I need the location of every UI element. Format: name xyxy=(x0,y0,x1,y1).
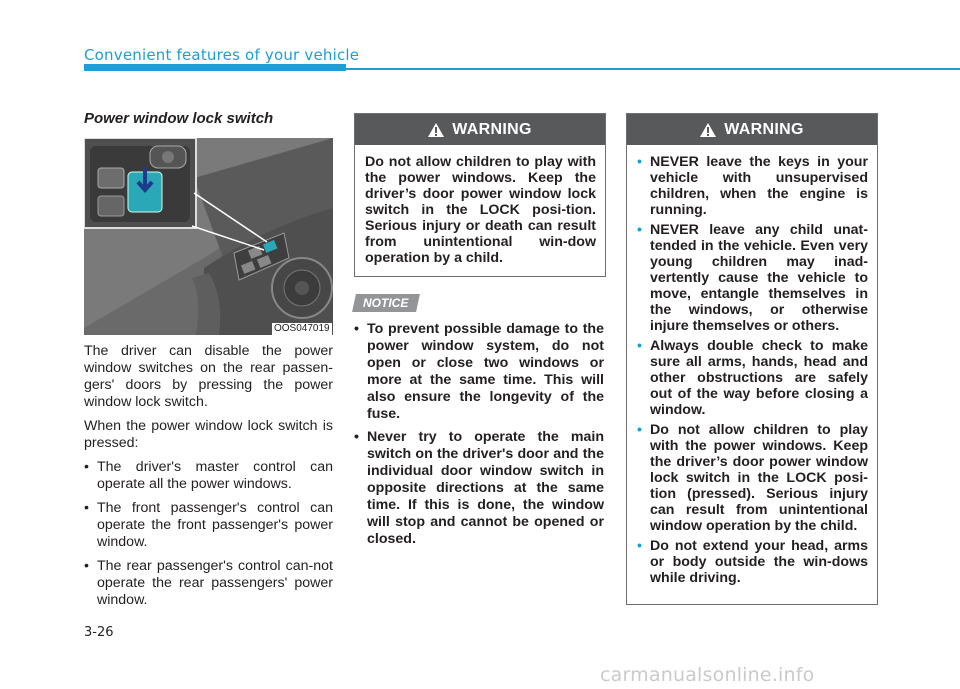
bullet-icon: • xyxy=(354,429,359,445)
list-item-text: NEVER leave the keys in your vehicle with unsupervised children, when the engine is running. xyxy=(650,154,868,218)
list-item xyxy=(637,538,868,586)
list-item xyxy=(354,429,604,548)
warning-box-safety xyxy=(626,113,878,605)
bullet-icon: • xyxy=(637,338,642,354)
list-item xyxy=(637,222,868,334)
warning-label: WARNING xyxy=(724,120,804,138)
list-item xyxy=(84,500,333,551)
list-item-text: The rear passenger's control can-not operate the rear passengers' power window. xyxy=(97,558,333,608)
watermark-text: carmanualsonline.info xyxy=(600,664,815,686)
warning-body xyxy=(355,145,605,275)
bullet-icon: • xyxy=(637,538,642,554)
bullet-icon: • xyxy=(637,422,642,438)
power-window-switch-illustration xyxy=(84,138,333,335)
warning-header xyxy=(355,114,605,145)
warning-list xyxy=(637,154,868,586)
list-item-text: The driver's master control can operate all the power windows. xyxy=(97,459,333,492)
warning-box-children xyxy=(354,113,606,277)
list-item-text: Do not allow children to play with the power windows. Keep the driver’s door power window lock switch in the LOCK posi-tion (pressed). Serious injury can result from unintentional window operation by the child. xyxy=(650,422,868,534)
bullet-icon: • xyxy=(637,154,642,170)
warning-label: WARNING xyxy=(452,120,532,138)
list-item xyxy=(84,459,333,493)
warning-triangle-icon xyxy=(428,123,444,137)
warning-header xyxy=(627,114,877,145)
bullet-icon: • xyxy=(84,459,89,475)
warning-text: Do not allow children to play with the power windows. Keep the driver’s door power window lock switch in the LOCK posi-tion. Serious injury or death can result from unintentional win-dow operation by a child. xyxy=(365,154,596,266)
section-title: Power window lock switch xyxy=(84,110,274,127)
bullet-icon: • xyxy=(354,321,359,337)
notice-label: NOTICE xyxy=(363,296,409,310)
list-item xyxy=(637,422,868,534)
list-item-text: To prevent possible damage to the power window system, do not open or close two windows or more at the same time. This will also ensure the longevity of the fuse. xyxy=(367,321,604,422)
header-rule xyxy=(84,68,960,70)
lock-behavior-list xyxy=(84,459,333,609)
list-item-text: Never try to operate the main switch on the driver's door and the individual door window switch in opposite directions at the same time. If this is done, the window will stop and cannot be opened or closed. xyxy=(367,429,604,547)
notice-list xyxy=(354,321,604,548)
intro-paragraph: When the power window lock switch is pressed: xyxy=(84,418,333,451)
figure-code: OOS047019 xyxy=(274,323,330,334)
warning-body xyxy=(627,145,877,599)
warning-triangle-icon xyxy=(700,123,716,137)
door-panel-drawing xyxy=(84,138,333,335)
list-item-text: Do not extend your head, arms or body outside the win-dows while driving. xyxy=(650,538,868,586)
bullet-icon: • xyxy=(84,558,89,574)
bullet-icon: • xyxy=(84,500,89,516)
intro-paragraph: The driver can disable the power window switches on the rear passen-gers' doors by pressing the power window lock switch. xyxy=(84,343,333,410)
left-column xyxy=(84,343,333,616)
page-number: 3-26 xyxy=(84,625,114,640)
list-item-text: NEVER leave any child unat-tended in the vehicle. Even very young children may inad-vertently cause the vehicle to move, entangle themselves in the windows, or otherwise injure themselves or others. xyxy=(650,222,868,334)
list-item-text: Always double check to make sure all arms, hands, head and other obstructions are safely out of the way before closing a window. xyxy=(650,338,868,418)
bullet-icon: • xyxy=(637,222,642,238)
notice-badge xyxy=(352,294,420,312)
list-item-text: The front passenger's control can operate the front passenger's power window. xyxy=(97,500,333,550)
notice-column xyxy=(354,321,604,554)
list-item xyxy=(354,321,604,423)
list-item xyxy=(84,558,333,609)
list-item xyxy=(637,154,868,218)
list-item xyxy=(637,338,868,418)
section-header-title: Convenient features of your vehicle xyxy=(84,46,360,64)
